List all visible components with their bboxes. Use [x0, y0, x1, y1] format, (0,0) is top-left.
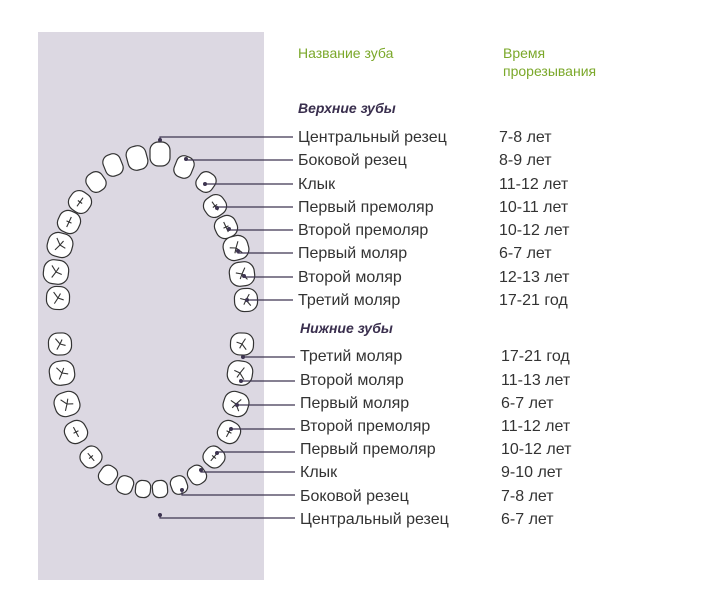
lower-tooth — [61, 417, 91, 447]
upper-row-time: 6-7 лет — [499, 245, 552, 262]
upper-leader-line — [184, 157, 293, 161]
lower-row-time: 11-12 лет — [501, 418, 571, 435]
upper-row-time: 8-9 лет — [499, 152, 552, 169]
lower-tooth — [77, 443, 106, 472]
lower-leader-line — [158, 513, 295, 518]
lower-row-name: Первый моляр — [300, 395, 410, 412]
lower-row-name: Второй премоляр — [300, 418, 431, 435]
upper-row-time: 11-12 лет — [499, 176, 569, 193]
lower-tooth — [152, 480, 168, 498]
upper-row-time: 12-13 лет — [499, 269, 570, 286]
upper-row-name: Боковой резец — [298, 152, 407, 169]
teeth-group — [42, 142, 258, 498]
lower-leader-line — [199, 468, 295, 472]
upper-row-name: Второй моляр — [298, 269, 402, 286]
upper-row-name: Третий моляр — [298, 292, 401, 309]
upper-tooth — [124, 144, 150, 172]
name-column-header: Название зуба — [298, 45, 394, 61]
upper-row-time: 10-12 лет — [499, 222, 570, 239]
lower-tooth — [48, 333, 72, 356]
upper-tooth — [101, 151, 126, 178]
lower-tooth — [48, 359, 76, 386]
upper-row-name: Клык — [298, 176, 336, 193]
upper-tooth — [228, 261, 256, 288]
lower-row-name: Первый премоляр — [300, 441, 436, 458]
upper-row-name: Первый премоляр — [298, 199, 434, 216]
upper-tooth — [46, 286, 70, 310]
lower-tooth — [214, 417, 244, 447]
upper-leader-line — [158, 137, 293, 142]
upper-tooth — [172, 153, 197, 180]
lower-row-time: 10-12 лет — [501, 441, 572, 458]
lower-row-time: 6-7 лет — [501, 511, 554, 528]
lower-row-time: 7-8 лет — [501, 488, 554, 505]
lower-tooth — [200, 443, 229, 472]
lower-tooth — [185, 462, 210, 487]
upper-row-time: 10-11 лет — [499, 199, 569, 216]
lower-row-time: 9-10 лет — [501, 464, 563, 481]
lower-tooth — [114, 474, 135, 496]
upper-row-time: 7-8 лет — [499, 129, 552, 146]
time-column-header-line2: прорезывания — [503, 63, 597, 79]
lower-tooth — [135, 480, 151, 498]
upper-row-name: Второй премоляр — [298, 222, 429, 239]
upper-tooth — [193, 169, 219, 196]
upper-row-name: Первый моляр — [298, 245, 408, 262]
upper-tooth — [150, 142, 170, 166]
lower-row-time: 11-13 лет — [501, 372, 571, 389]
lower-row-name: Боковой резец — [300, 488, 409, 505]
upper-teeth-title: Верхние зубы — [298, 100, 396, 116]
upper-tooth — [45, 230, 75, 260]
upper-row-name: Центральный резец — [298, 129, 447, 146]
lower-tooth — [51, 389, 82, 420]
upper-tooth — [42, 259, 70, 286]
lower-tooth — [230, 333, 254, 356]
lower-row-time: 17-21 год — [501, 348, 570, 365]
leader-lines — [158, 137, 295, 518]
lower-leader-line — [180, 488, 295, 495]
lower-teeth-title: Нижние зубы — [300, 320, 393, 336]
lower-leader-line — [241, 355, 295, 359]
lower-row-name: Третий моляр — [300, 348, 403, 365]
time-column-header-line1: Время — [503, 45, 546, 61]
lower-row-time: 6-7 лет — [501, 395, 554, 412]
lower-row-name: Центральный резец — [300, 511, 449, 528]
upper-row-time: 17-21 год — [499, 292, 568, 309]
lower-row-name: Второй моляр — [300, 372, 404, 389]
lower-tooth — [168, 474, 189, 496]
lower-row-name: Клык — [300, 464, 338, 481]
upper-tooth — [83, 169, 109, 196]
lower-leader-line — [215, 451, 295, 455]
